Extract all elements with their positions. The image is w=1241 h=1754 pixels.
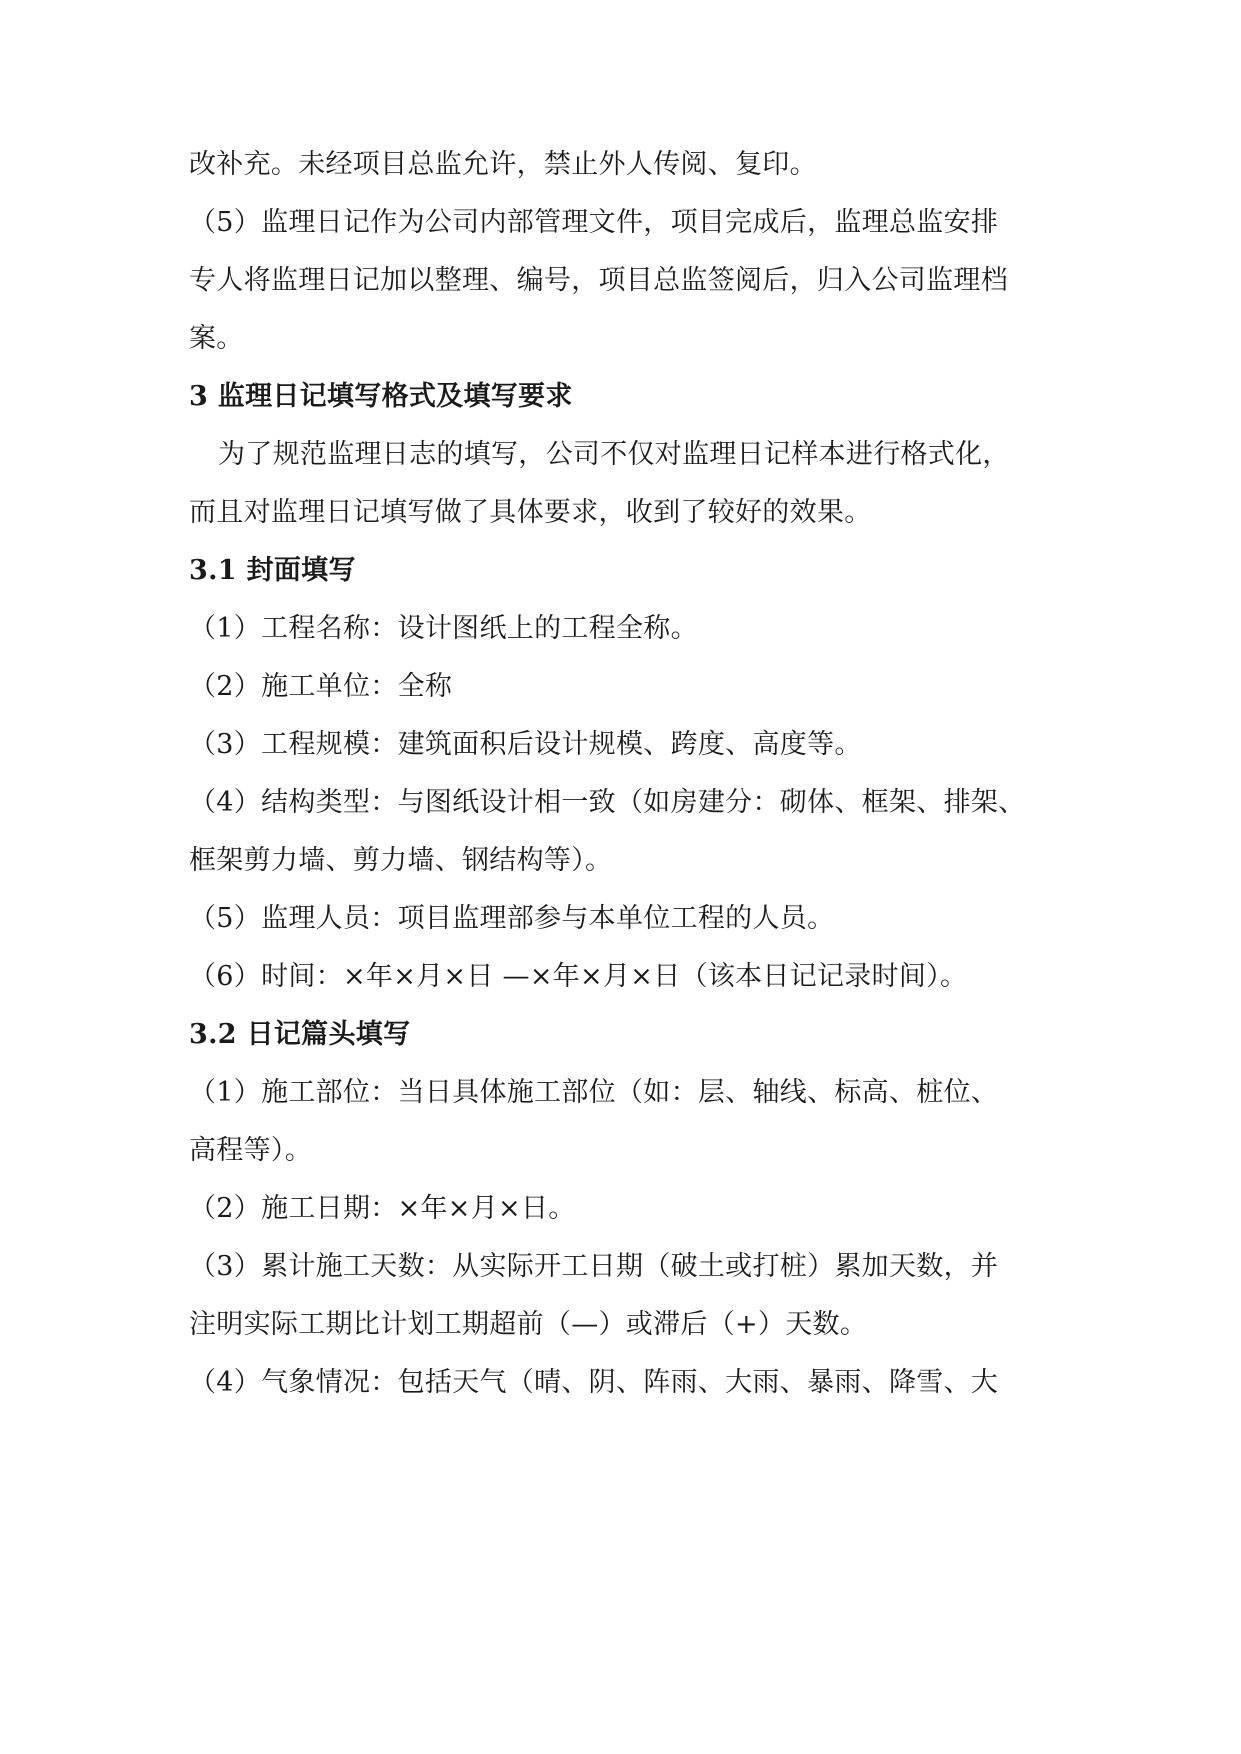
- list-item: （2）施工日期：×年×月×日。: [189, 1193, 576, 1224]
- subsection-heading: 3.2 日记篇头填写: [189, 1019, 411, 1050]
- list-item: （3）累计施工天数：从实际开工日期（破土或打桩）累加天数，并: [189, 1251, 999, 1282]
- list-item: （2）施工单位：全称: [189, 671, 453, 702]
- list-item: （4）气象情况：包括天气（晴、阴、阵雨、大雨、暴雨、降雪、大: [189, 1367, 999, 1398]
- paragraph-line: 改补充。未经项目总监允许，禁止外人传阅、复印。: [189, 149, 817, 180]
- list-item: （1）施工部位：当日具体施工部位（如：层、轴线、标高、桩位、: [189, 1077, 999, 1108]
- subsection-heading: 3.1 封面填写: [189, 555, 356, 586]
- paragraph-line: 注明实际工期比计划工期超前（—）或滞后（+）天数。: [189, 1309, 868, 1340]
- paragraph-line: 而且对监理日记填写做了具体要求，收到了较好的效果。: [189, 497, 872, 528]
- list-item: （6）时间：×年×月×日 —×年×月×日（该本日记记录时间）。: [189, 961, 968, 992]
- paragraph-line: 框架剪力墙、剪力墙、钢结构等）。: [189, 845, 613, 876]
- paragraph-line: 为了规范监理日志的填写，公司不仅对监理日记样本进行格式化，: [218, 439, 1010, 470]
- list-item: （5）监理人员：项目监理部参与本单位工程的人员。: [189, 903, 835, 934]
- list-item: （1）工程名称：设计图纸上的工程全称。: [189, 613, 698, 644]
- section-heading: 3 监理日记填写格式及填写要求: [189, 381, 573, 412]
- paragraph-line: 案。: [189, 323, 244, 354]
- paragraph-line: （5）监理日记作为公司内部管理文件，项目完成后，监理总监安排: [189, 207, 999, 238]
- list-item: （4）结构类型：与图纸设计相一致（如房建分：砌体、框架、排架、: [189, 787, 1026, 818]
- paragraph-line: 专人将监理日记加以整理、编号，项目总监签阅后，归入公司监理档: [189, 265, 1008, 296]
- list-item: （3）工程规模：建筑面积后设计规模、跨度、高度等。: [189, 729, 862, 760]
- paragraph-line: 高程等）。: [189, 1135, 312, 1166]
